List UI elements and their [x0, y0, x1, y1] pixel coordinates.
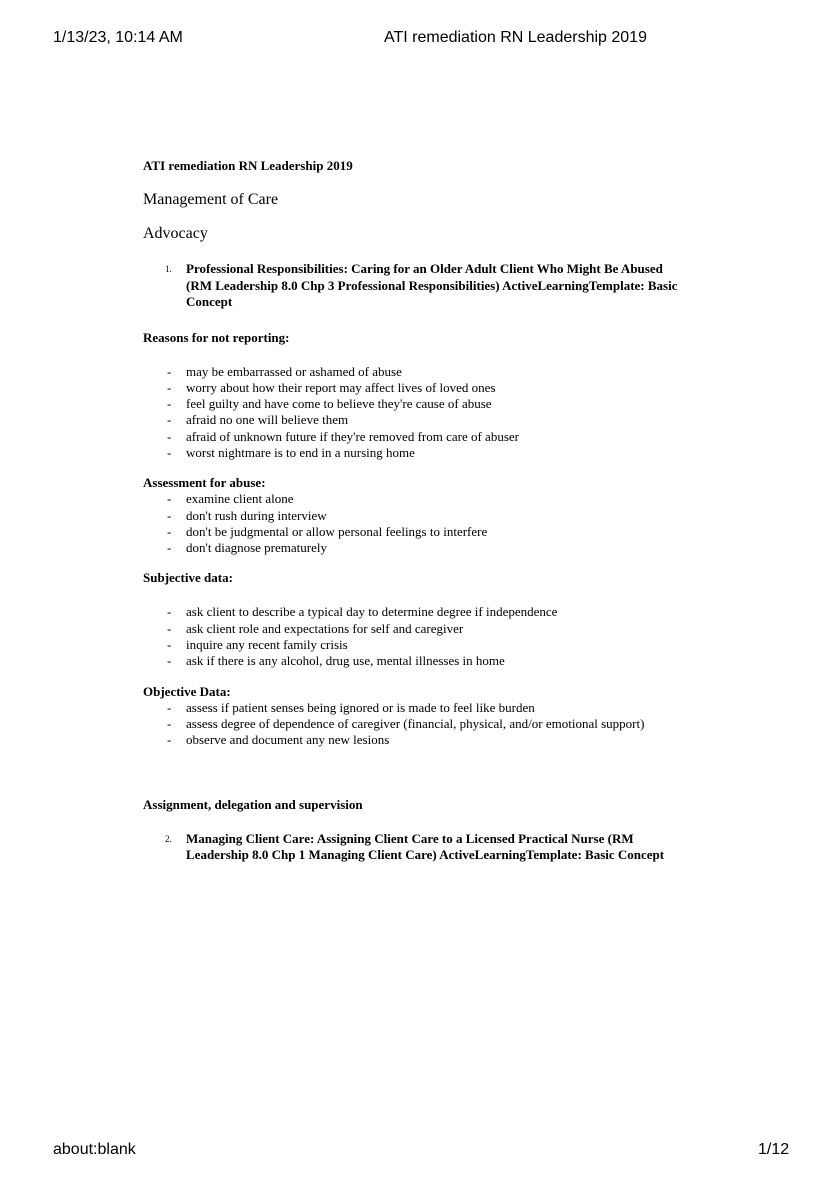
numbered-item-1 — [143, 261, 713, 311]
list-item: - feel guilty and have come to believe they're cause of abuse — [167, 396, 492, 412]
list-item: - ask client role and expectations for self and caregiver — [167, 620, 464, 636]
list-item: - observe and document any new lesions — [167, 732, 390, 748]
list-item: - ask if there is any alcohol, drug use, mental illnesses in home — [167, 653, 505, 669]
list-item: - ask client to describe a typical day to determine degree if independence — [167, 604, 558, 620]
item-text: Managing Client Care: Assigning Client Care to a Licensed Practical Nurse (RM Leadership 8.0 Chp 1 Managing Client Care) ActiveLearningTemplate: Basic Concept — [186, 830, 665, 863]
list-item: - inquire any recent family crisis — [167, 637, 348, 653]
reasons-label: Reasons for not reporting: — [143, 329, 290, 345]
subjective-label: Subjective data: — [143, 570, 233, 586]
list-item: - examine client alone — [167, 491, 294, 507]
list-item: - afraid of unknown future if they're removed from care of abuser — [167, 428, 519, 444]
footer-url: about:blank — [53, 1141, 136, 1158]
list-item: - don't rush during interview — [167, 507, 327, 523]
document-title: ATI remediation RN Leadership 2019 — [143, 158, 353, 173]
heading-advocacy: Advocacy — [143, 225, 208, 242]
list-item: - worry about how their report may affect lives of loved ones — [167, 379, 496, 395]
list-item: - assess degree of dependence of caregiver (financial, physical, and/or emotional support) — [167, 715, 645, 731]
document-body — [143, 158, 713, 883]
item-number: 1. — [165, 264, 172, 274]
header-datetime: 1/13/23, 10:14 AM — [53, 29, 183, 46]
reasons-list — [143, 364, 713, 462]
objective-list — [143, 700, 713, 749]
list-item: - afraid no one will believe them — [167, 412, 349, 428]
subjective-list — [143, 604, 713, 669]
header-title: ATI remediation RN Leadership 2019 — [384, 29, 647, 46]
list-item: - assess if patient senses being ignored or is made to feel like burden — [167, 699, 535, 715]
objective-label: Objective Data: — [143, 683, 231, 699]
list-item: - don't diagnose prematurely — [167, 540, 327, 556]
footer-page-number: 1/12 — [758, 1141, 790, 1158]
assignment-label: Assignment, delegation and supervision — [143, 796, 363, 812]
list-item: - may be embarrassed or ashamed of abuse — [167, 363, 402, 379]
numbered-item-2 — [143, 831, 713, 864]
assessment-list — [143, 491, 713, 556]
item-number: 2. — [165, 833, 172, 844]
list-item: - worst nightmare is to end in a nursing home — [167, 444, 415, 460]
assessment-label: Assessment for abuse: — [143, 475, 266, 491]
item-text: Professional Responsibilities: Caring for an Older Adult Client Who Might Be Abused (RM Leadership 8.0 Chp 3 Professional Responsibilities) ActiveLearningTemplate: Basic Concept — [186, 261, 678, 309]
list-item: - don't be judgmental or allow personal feelings to interfere — [167, 523, 488, 539]
heading-management-of-care: Management of Care — [143, 191, 279, 208]
